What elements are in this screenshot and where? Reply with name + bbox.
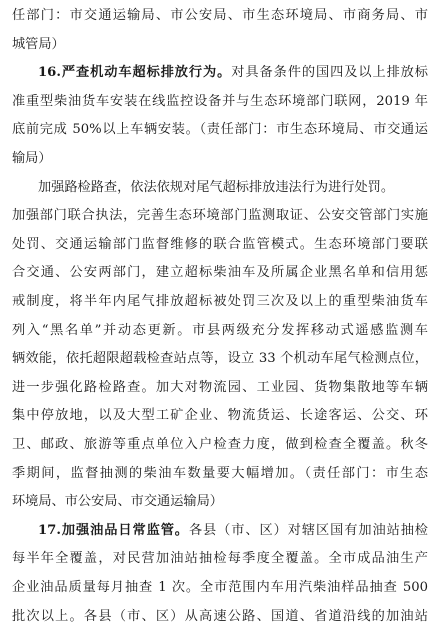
- line-text: 季期间，监督抽测的柴油车数量要大幅增加。（责任部门：市生态: [12, 465, 428, 481]
- text-line: [12, 291, 428, 313]
- text-line: [12, 577, 428, 599]
- line-text: 各县（市、区）对辖区国有加油站抽检: [188, 522, 428, 538]
- line-text: 辆效能，依托超限超载检查站点等，设立 33 个机动车尾气检测点位，: [12, 351, 428, 367]
- section-heading: 17.加强油品日常监管。: [38, 522, 189, 538]
- text-line: [12, 377, 428, 399]
- line-text: 处罚、交通运输部门监督维修的联合监管模式。生态环境部门要联: [12, 236, 428, 252]
- line-text: 对具备条件的国四及以上排放标: [231, 65, 428, 81]
- line-text: 城管局）: [12, 36, 65, 52]
- line-text: 企业油品质量每月抽查 1 次。全市范围内车用汽柴油样品抽查 500: [12, 580, 428, 595]
- line-text: 加强部门联合执法，完善生态环境部门监测取证、公安交管部门实施: [12, 208, 428, 224]
- line-text: 进一步强化路检路查。加大对物流园、工业园、货物集散地等车辆: [12, 379, 428, 395]
- text-line: [12, 262, 428, 284]
- line-text: 批次以上。各县（市、区）从高速公路、国道、省道沿线的加油站: [12, 608, 428, 624]
- text-line: [12, 548, 428, 570]
- text-line: [12, 91, 428, 113]
- line-text: 列入“黑名单”并动态更新。市县两级充分发挥移动式遥感监测车: [12, 322, 428, 338]
- line-text: 任部门：市交通运输局、市公安局、市生态环境局、市商务局、市: [12, 8, 428, 23]
- text-line: [12, 405, 428, 427]
- line-text: 输局）: [12, 151, 52, 166]
- line-text: 戒制度，将半年内尾气排放超标被处罚三次及以上的重型柴油货车: [12, 294, 428, 309]
- section-heading: 16.严查机动车超标排放行为。: [38, 65, 232, 81]
- text-line: [12, 491, 428, 513]
- text-line: [12, 177, 428, 199]
- line-text: 环境局、市公安局、市交通运输局）: [12, 494, 223, 510]
- line-text: 每半年全覆盖，对民营加油站抽检每季度全覆盖。全市成品油生产: [12, 551, 428, 567]
- text-line: [12, 34, 428, 56]
- text-line: [12, 234, 428, 256]
- line-text: 合交通、公安两部门，建立超标柴油车及所属企业黑名单和信用惩: [12, 265, 428, 281]
- text-line: [12, 434, 428, 456]
- text-line: [12, 62, 428, 84]
- text-line: [12, 606, 428, 628]
- text-line: [12, 463, 428, 485]
- line-text: 卫、邮政、旅游等重点单位入户检查力度，做到检查全覆盖。秋冬: [12, 437, 428, 452]
- line-text: 集中停放地，以及大型工矿企业、物流货运、长途客运、公交、环: [12, 408, 428, 424]
- text-line: [12, 348, 428, 370]
- text-line: [12, 520, 428, 542]
- text-line: [12, 5, 428, 27]
- line-text: 准重型柴油货车安装在线监控设备并与生态环境部门联网，2019 年: [12, 93, 428, 109]
- line-text: 底前完成 50%以上车辆安装。（责任部门：市生态环境局、市交通运: [12, 122, 428, 138]
- text-line: [12, 205, 428, 227]
- text-line: [12, 119, 428, 141]
- line-text: 加强路检路查，依法依规对尾气超标排放违法行为进行处罚。: [38, 179, 395, 195]
- text-line: [12, 320, 428, 342]
- text-line: [12, 148, 428, 170]
